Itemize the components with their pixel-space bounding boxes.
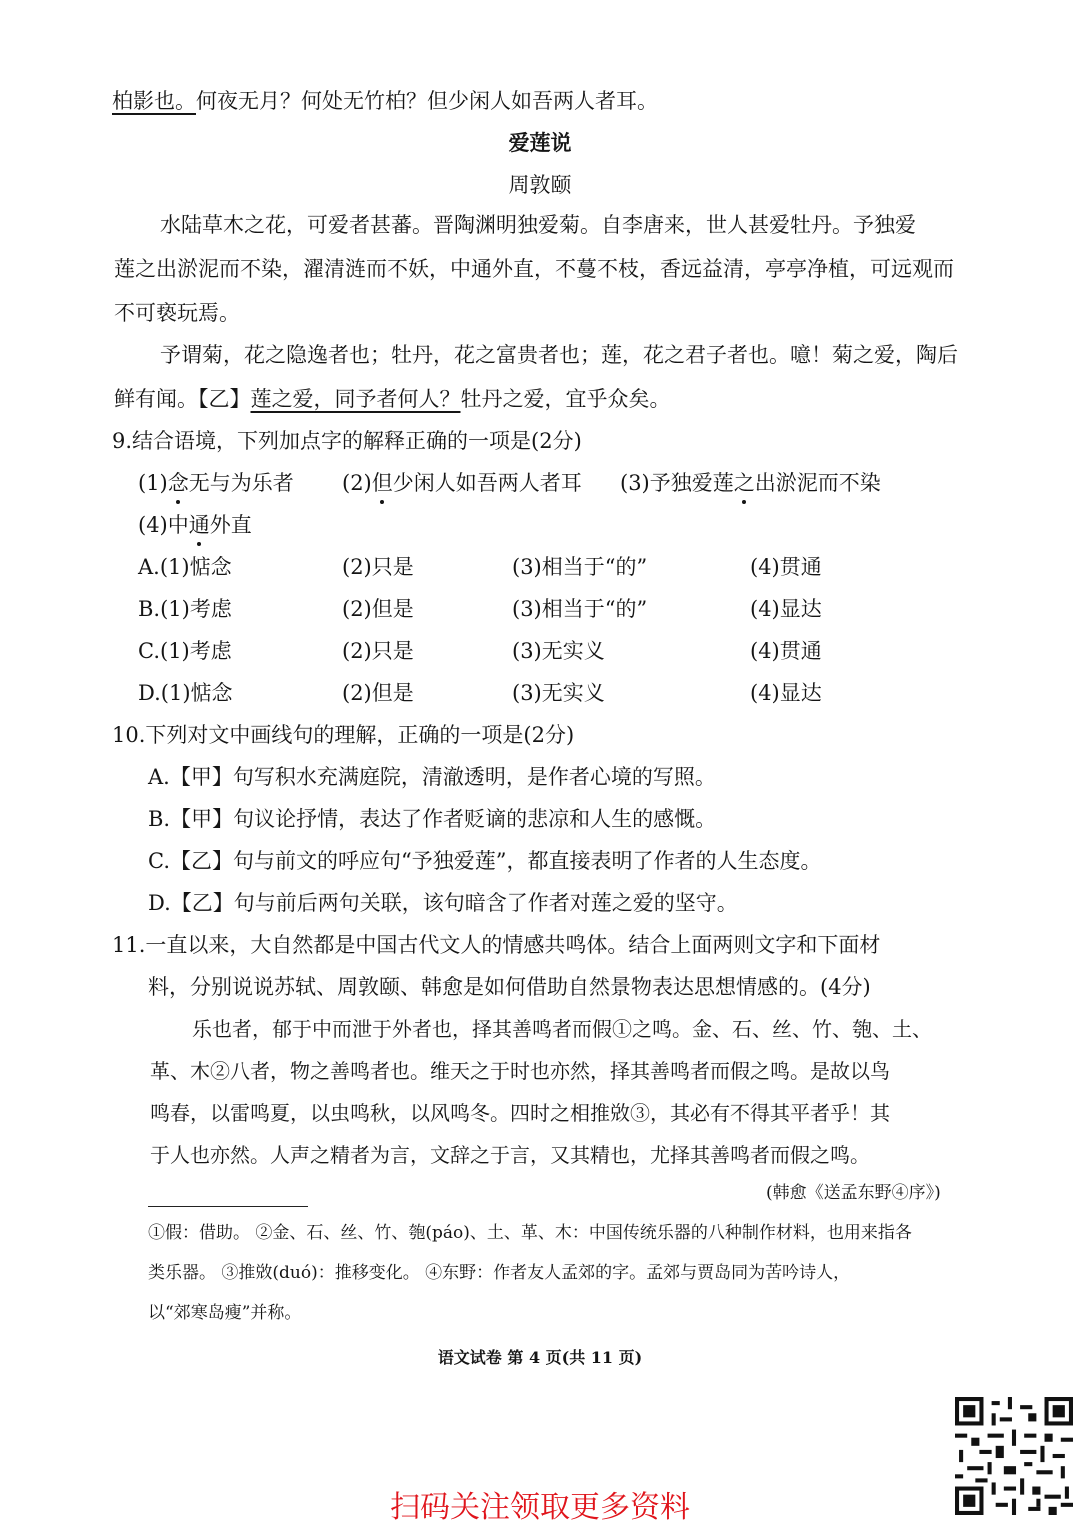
question-9-stem: 9.结合语境，下列加点字的解释正确的一项是(2分)	[112, 429, 582, 453]
footnote-line: 以“郊寒岛瘦”并称。	[148, 1303, 302, 1323]
q9-option-b-part1[interactable]: B.(1)考虑	[138, 597, 232, 621]
q11-passage-line: 乐也者，郁于中而泄于外者也，择其善鸣者而假①之鸣。金、石、丝、竹、匏、土、	[192, 1017, 932, 1041]
q9-option-d-part2: (2)但是	[342, 681, 414, 705]
underlined-sentence-yi: 莲之爱，同予者何人？	[250, 387, 461, 411]
text-span: 鲜有闻。【乙】	[114, 387, 251, 411]
q9-option-c-part4: (4)贯通	[750, 639, 822, 663]
q9-option-c-part3: (3)无实义	[512, 639, 605, 663]
q10-option-a[interactable]: A.【甲】句写积水充满庭院，清澈透明，是作者心境的写照。	[148, 765, 716, 789]
dotted-char: 通	[189, 510, 210, 540]
dotted-char: 之	[734, 468, 755, 498]
q11-passage-line: 于人也亦然。人声之精者为言，文辞之于言，又其精也，尤择其善鸣者而假之鸣。	[150, 1143, 870, 1167]
q9-option-c-part2: (2)只是	[342, 639, 414, 663]
question-11-stem-line: 11.一直以来，大自然都是中国古代文人的情感共鸣体。结合上面两则文字和下面材	[112, 933, 881, 957]
essay-author: 周敦颐	[508, 173, 572, 197]
question-11-stem-line: 料，分别说说苏轼、周敦颐、韩愈是如何借助自然景物表达思想情感的。(4分)	[148, 975, 871, 999]
question-9-items-line	[342, 468, 582, 498]
q9-option-d-part4: (4)显达	[750, 681, 822, 705]
text-span: 无与为乐者	[188, 471, 294, 495]
q11-passage-source: (韩愈《送孟东野④序》)	[766, 1183, 941, 1203]
text-span: 外直	[209, 513, 252, 537]
q11-passage-line: 鸣春，以雷鸣夏，以虫鸣秋，以风鸣冬。四时之相推敚③，其必有不得其平者乎！其	[150, 1101, 890, 1125]
question-9-items-line	[138, 510, 252, 540]
text-span: 牡丹之爱，宜乎众矣。	[460, 387, 671, 411]
q10-option-d[interactable]: D.【乙】句与前后两句关联，该句暗含了作者对莲之爱的坚守。	[148, 891, 738, 915]
text-span: 少闲人如吾两人者耳	[392, 471, 582, 495]
footnote-line: 类乐器。 ③推敚(duó)：推移变化。 ④东野：作者友人孟郊的字。孟郊与贾岛同为苦吟诗人，	[148, 1263, 851, 1283]
text-span: (1)	[138, 471, 168, 495]
q9-option-d-part1[interactable]: D.(1)惦念	[138, 681, 233, 705]
q9-option-a-part1[interactable]: A.(1)惦念	[138, 555, 232, 579]
q9-option-a-part3: (3)相当于“的”	[512, 555, 648, 579]
question-9-items-line	[620, 468, 881, 498]
q9-option-b-part2: (2)但是	[342, 597, 414, 621]
essay-paragraph-line: 水陆草木之花，可爱者甚蕃。晋陶渊明独爱菊。自李唐来，世人甚爱牡丹。予独爱	[160, 213, 916, 237]
q10-option-b[interactable]: B.【甲】句议论抒情，表达了作者贬谪的悲凉和人生的感慨。	[148, 807, 717, 831]
q9-option-b-part4: (4)显达	[750, 597, 822, 621]
text-span: (2)	[342, 471, 372, 495]
question-9-items-line	[138, 468, 294, 498]
essay-paragraph-line: 莲之出淤泥而不染，濯清涟而不妖，中通外直，不蔓不枝，香远益清，亭亭净植，可远观而	[114, 257, 954, 281]
essay-title: 爱莲说	[508, 130, 572, 155]
q9-option-a-part2: (2)只是	[342, 555, 414, 579]
dotted-char: 但	[372, 468, 393, 498]
q9-option-b-part3: (3)相当于“的”	[512, 597, 648, 621]
page-footer: 语文试卷 第 4 页(共 11 页)	[437, 1348, 643, 1367]
question-10-stem: 10.下列对文中画线句的理解，正确的一项是(2分)	[112, 723, 575, 747]
text-span: (3)予独爱莲	[620, 471, 734, 495]
q11-passage-line: 革、木②八者，物之善鸣者也。维天之于时也亦然，择其善鸣者而假之鸣。是故以鸟	[150, 1059, 890, 1083]
promo-banner: 扫码关注领取更多资料	[390, 1490, 690, 1525]
q9-option-a-part4: (4)贯通	[750, 555, 822, 579]
text-span: 出淤泥而不染	[754, 471, 881, 495]
text-span: 何夜无月？何处无竹柏？但少闲人如吾两人者耳。	[196, 89, 658, 113]
q9-option-c-part1[interactable]: C.(1)考虑	[138, 639, 232, 663]
previous-text-line	[112, 86, 658, 116]
essay-paragraph-line	[114, 384, 671, 414]
footnote-line: ①假：借助。 ②金、石、丝、竹、匏(páo)、土、革、木：中国传统乐器的八种制作材料，也用来指各	[148, 1223, 912, 1243]
essay-paragraph-line: 予谓菊，花之隐逸者也；牡丹，花之富贵者也；莲，花之君子者也。噫！菊之爱，陶后	[160, 343, 958, 367]
dotted-char: 念	[168, 468, 189, 498]
text-span: (4)中	[138, 513, 189, 537]
essay-paragraph-line: 不可亵玩焉。	[114, 301, 240, 325]
q9-option-d-part3: (3)无实义	[512, 681, 605, 705]
q10-option-c[interactable]: C.【乙】句与前文的呼应句“予独爱莲”，都直接表明了作者的人生态度。	[148, 849, 822, 873]
underlined-sentence-jia-tail: 柏影也。	[112, 89, 196, 113]
footnote-divider	[148, 1206, 308, 1207]
